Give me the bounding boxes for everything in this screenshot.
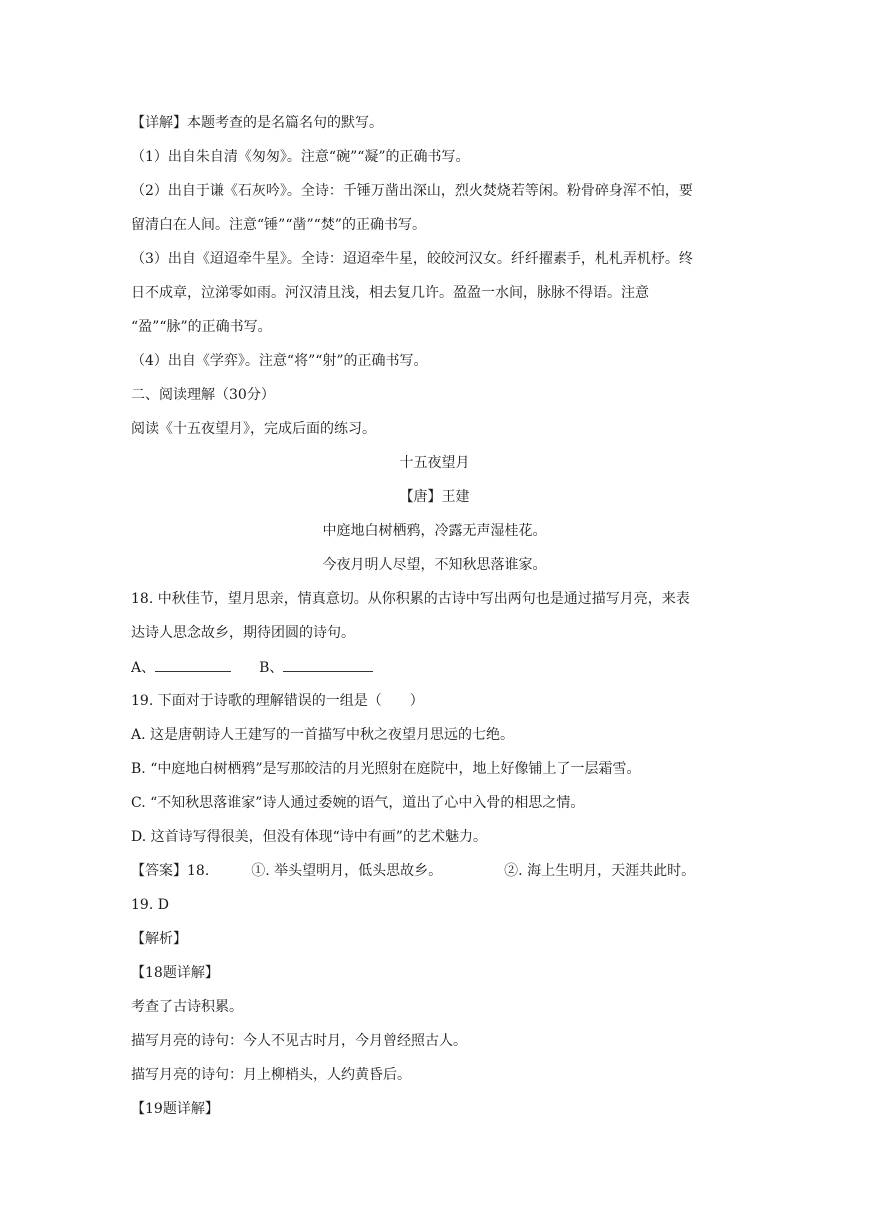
detail-item-4: （4）出自《学弈》。注意“将”“射”的正确书写。 [131,353,428,369]
detail-item-3-cont: 日不成章，泣涕零如雨。河汉清且浅，相去复几许。盈盈一水间，脉脉不得语。注意 [131,285,649,301]
answer-part-2: ②. 海上生明月，天涯共此时。 [504,863,696,879]
detail-heading: 【详解】本题考查的是名篇名句的默写。 [131,115,383,131]
poem-title: 十五夜望月 [399,455,470,471]
blank-b-label: B、 [259,660,284,676]
poem-author: 【唐】王建 [399,489,470,505]
analysis-heading: 【解析】 [131,931,187,947]
detail-item-3: （3）出自《迢迢牵牛星》。全诗：迢迢牵牛星，皎皎河汉女。纤纤擢素手，札札弄机杼。终 [131,251,693,267]
answer-q19: 19. D [131,897,169,913]
q19-option-a: A. 这是唐朝诗人王建写的一首描写中秋之夜望月思远的七绝。 [131,727,515,743]
detail-item-2: （2）出自于谦《石灰吟》。全诗：千锤万凿出深山，烈火焚烧若等闲。粉骨碎身浑不怕，要 [131,183,693,199]
q18-text-2: 达诗人思念故乡，期待团圆的诗句。 [131,625,355,641]
reading-instruction: 阅读《十五夜望月》，完成后面的练习。 [131,421,376,437]
blank-a-label: A、 [131,660,156,676]
blank-b-line[interactable] [283,657,373,672]
answer-line [131,861,741,881]
q18-text-1: 18. 中秋佳节，望月思亲，情真意切。从你积累的古诗中写出两句也是通过描写月亮，来表 [131,591,690,607]
q19-option-c: C. “不知秋思落谁家”诗人通过委婉的语气，道出了心中入骨的相思之情。 [131,795,585,811]
q19-analysis-heading: 【19题详解】 [131,1101,219,1117]
answer-label: 【答案】18. [131,863,210,879]
q19-stem: 19. 下面对于诗歌的理解错误的一组是（ ） [131,693,424,709]
q19-option-d: D. 这首诗写得很美，但没有体现“诗中有画”的艺术魅力。 [131,829,487,845]
section-title: 二、阅读理解（30分） [131,387,275,403]
answer-part-1: ①. 举头望明月，低头思故乡。 [251,863,443,879]
q18-analysis-line-2: 描写月亮的诗句：今人不见古时月，今月曾经照古人。 [131,1033,467,1049]
detail-item-3-cont2: “盈”“脉”的正确书写。 [131,319,272,335]
poem-line-2: 今夜月明人尽望，不知秋思落谁家。 [322,557,547,573]
detail-item-1: （1）出自朱自清《匆匆》。注意“碗”“凝”的正确书写。 [131,149,470,165]
q18-analysis-line-1: 考查了古诗积累。 [131,999,243,1015]
detail-item-2-cont: 留清白在人间。注意“锤”“凿”“焚”的正确书写。 [131,217,426,233]
q19-option-b: B. “中庭地白树栖鸦”是写那皎洁的月光照射在庭院中，地上好像铺上了一层霜雪。 [131,761,641,777]
q18-analysis-heading: 【18题详解】 [131,965,219,981]
q18-blanks [131,657,741,678]
blank-a-line[interactable] [155,657,231,672]
poem-line-1: 中庭地白树栖鸦，冷露无声湿桂花。 [322,523,547,539]
q18-analysis-line-3: 描写月亮的诗句：月上柳梢头，人约黄昏后。 [131,1067,411,1083]
